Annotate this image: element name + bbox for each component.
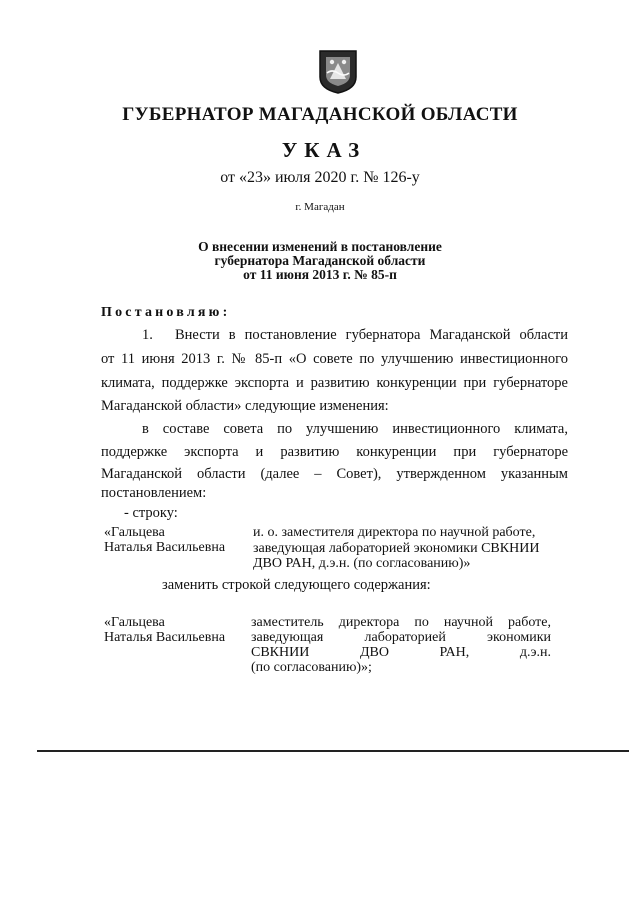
paragraph-line: в составе совета по улучшению инвестиционного климата, xyxy=(142,421,568,437)
member-name-line: «Гальцева xyxy=(104,525,165,540)
document-subject xyxy=(0,240,640,282)
string-intro: - строку: xyxy=(124,505,178,521)
document-type-heading: УКАЗ xyxy=(281,138,367,162)
member-position-line: (по согласованию)»; xyxy=(251,660,372,675)
member-name-line: Наталья Васильевна xyxy=(104,540,226,555)
member-position-line: и. о. заместителя директора по научной работе, xyxy=(253,525,536,540)
subject-line: губернатора Магаданской области xyxy=(214,253,426,268)
member-name-line: «Гальцева xyxy=(104,615,165,630)
subject-line: от 11 июня 2013 г. № 85-п xyxy=(243,267,397,282)
paragraph-number: 1. xyxy=(142,327,153,343)
member-position-line: заместитель директора по научной работе, xyxy=(251,615,551,630)
member-position-line: ДВО РАН, д.э.н. (по согласованию)» xyxy=(253,556,471,571)
member-name-line: Наталья Васильевна xyxy=(104,630,226,645)
decree-word: Постановляю: xyxy=(101,305,231,320)
paragraph-line: Магаданской области» следующие изменения: xyxy=(101,398,389,414)
document-city: г. Магадан xyxy=(295,201,345,213)
paragraph-line: климата, поддержке экспорта и развитию конкуренции при губернаторе xyxy=(101,375,568,391)
replace-instruction: заменить строкой следующего содержания: xyxy=(162,577,431,593)
authority-heading: ГУБЕРНАТОР МАГАДАНСКОЙ ОБЛАСТИ xyxy=(122,104,518,125)
coat-of-arms-icon xyxy=(318,49,358,95)
subject-line: О внесении изменений в постановление xyxy=(198,239,442,254)
paragraph-line: Магаданской области (далее – Совет), утвержденном указанным xyxy=(101,466,568,482)
paragraph-line: от 11 июня 2013 г. № 85-п «О совете по улучшению инвестиционного xyxy=(101,351,568,367)
member-position-line: заведующая лабораторией экономики СВКНИИ xyxy=(253,541,540,556)
member-position-line: СВКНИИ ДВО РАН, д.э.н. xyxy=(251,645,551,660)
paragraph-line: постановлением: xyxy=(101,485,207,501)
paragraph-line: поддержке экспорта и развитию конкуренции при губернаторе xyxy=(101,444,568,460)
member-position-line: заведующая лабораторией экономики xyxy=(251,630,551,645)
document-date-number: от «23» июля 2020 г. № 126-у xyxy=(220,169,420,186)
footer-rule xyxy=(37,750,629,752)
paragraph-line: Внести в постановление губернатора Магаданской области xyxy=(175,327,568,343)
